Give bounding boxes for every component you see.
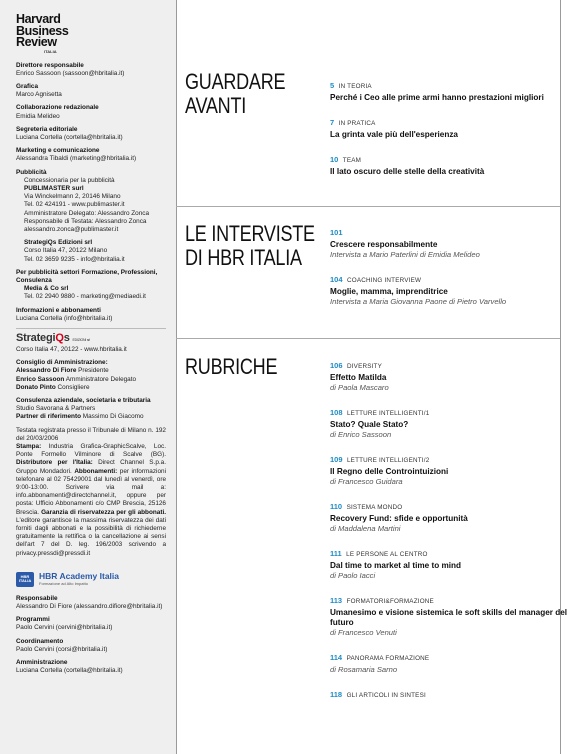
article-title: Recovery Fund: sfide e opportunità bbox=[330, 514, 468, 523]
garanzia-text: L'editore garantisce la massima riservatezza dei dati forniti dagli abbonati e la possibilità di richiederne gratuitamente la rettifica o la cancellazione ai sensi dell'art 7 del D. leg. 196/2003 scrivendo a privacy.pressdi@pressdi.it bbox=[16, 516, 166, 557]
article-title: Dal time to market al time to mind bbox=[330, 561, 462, 570]
section-guardare-avanti bbox=[185, 70, 560, 190]
pubblicita-title: Pubblicità bbox=[16, 168, 47, 176]
article-author: di Francesco Guidara bbox=[330, 477, 403, 486]
section-title-line: GUARDARE bbox=[185, 69, 286, 94]
article-title: Crescere responsabilmente bbox=[330, 240, 438, 249]
abb-title: Abbonamenti: bbox=[74, 467, 118, 475]
divider bbox=[16, 328, 166, 329]
page-number: 108 bbox=[330, 408, 343, 417]
toc-entry[interactable] bbox=[330, 402, 570, 440]
hbr-logo bbox=[16, 14, 166, 49]
academy-subtitle: Formazione ad Alto Impatto bbox=[39, 581, 88, 587]
partner-title: Partner di riferimento bbox=[16, 413, 81, 421]
board-member bbox=[16, 367, 166, 375]
staff-line: Paolo Cervini (cervini@hbritalia.it) bbox=[16, 624, 113, 632]
board-member-name: Donato Pinto bbox=[16, 383, 56, 391]
distrib-text: Direct Channel S.p.a. Gruppo Mondadori. bbox=[16, 459, 166, 475]
staff-role: Collaborazione redazionale bbox=[16, 104, 99, 112]
logo-line: Review bbox=[16, 35, 57, 49]
abbonamenti-title: Informazioni e abbonamenti bbox=[16, 306, 101, 314]
staff-block bbox=[16, 638, 166, 654]
academy-badge-top: HBR bbox=[20, 574, 30, 580]
abbonamenti-lines bbox=[16, 315, 166, 323]
staff-line: Alessandra Tibaldi (marketing@hbritalia.it) bbox=[16, 155, 137, 163]
category-label: DIVERSITY bbox=[346, 363, 383, 370]
toc-entry[interactable] bbox=[330, 355, 570, 393]
toc-entry-head bbox=[330, 590, 570, 608]
article-title: La grinta vale più dell'esperienza bbox=[330, 130, 458, 139]
staff-line: Alessandro Di Fiore (alessandro.difiore@hbritalia.it) bbox=[16, 603, 163, 611]
logo-line: Business bbox=[16, 23, 69, 38]
staff-line: Luciana Cortella (cortella@hbritalia.it) bbox=[16, 667, 123, 675]
text-line: PUBLIMASTER surl bbox=[24, 184, 84, 192]
article-title: Il lato oscuro delle stelle della creatività bbox=[330, 167, 485, 176]
stampa-title: Stampa: bbox=[16, 443, 42, 451]
staff-block bbox=[16, 616, 166, 632]
page-number: 10 bbox=[330, 155, 339, 164]
category-label: COACHING INTERVIEW bbox=[346, 277, 422, 284]
legal-block bbox=[16, 427, 166, 558]
page-number: 106 bbox=[330, 361, 343, 370]
partner-line bbox=[16, 413, 166, 421]
toc-entry-head bbox=[330, 149, 570, 167]
toc-entry-head bbox=[330, 75, 570, 93]
consiglio-lines bbox=[16, 367, 166, 392]
formazione-title: Per pubblicità settori Formazione, Professioni, Consulenza bbox=[16, 268, 158, 284]
text-line: Media & Co srl bbox=[24, 285, 69, 293]
staff-role: Marketing e comunicazione bbox=[16, 147, 100, 155]
toc-entry[interactable] bbox=[330, 112, 570, 140]
category-label: LETTURE INTELLIGENTI/1 bbox=[346, 410, 430, 417]
staff-block bbox=[16, 659, 166, 675]
column-divider bbox=[176, 0, 177, 754]
page-number: 101 bbox=[330, 228, 343, 237]
staff-blocks-top bbox=[16, 62, 166, 164]
hbr-academy-logo bbox=[16, 572, 166, 587]
toc-entry-head bbox=[330, 543, 570, 561]
board-member bbox=[16, 376, 166, 384]
academy-badge-icon bbox=[16, 572, 34, 587]
section-title-line: RUBRICHE bbox=[185, 354, 278, 379]
abbonamenti-block bbox=[16, 307, 166, 323]
text-line: alessandro.zonca@publimaster.it bbox=[24, 225, 119, 233]
board-member-name: Enrico Sassoon bbox=[16, 375, 65, 383]
toc-entry-head bbox=[330, 647, 570, 665]
page-number: 111 bbox=[330, 549, 342, 558]
staff-line: Marco Agnisetta bbox=[16, 91, 62, 99]
sq-logo-tiny: EDIZIONI srl bbox=[72, 337, 90, 342]
sq-logo-text: Strategi bbox=[16, 331, 56, 344]
consiglio-block bbox=[16, 359, 166, 392]
pubblicita-lines bbox=[16, 177, 166, 234]
strategiqs-logo bbox=[16, 332, 166, 346]
pubblicita-block bbox=[16, 169, 166, 235]
category-label: GLI ARTICOLI IN SINTESI bbox=[346, 692, 426, 699]
staff-role: Programmi bbox=[16, 616, 50, 624]
toc-entry[interactable] bbox=[330, 684, 570, 702]
board-member-name: Alessandro Di Fiore bbox=[16, 367, 77, 375]
article-title: Stato? Quale Stato? bbox=[330, 420, 409, 429]
staff-line: Enrico Sassoon (sassoon@hbritalia.it) bbox=[16, 69, 125, 77]
section-title bbox=[185, 222, 315, 270]
staff-role: Direttore responsabile bbox=[16, 61, 84, 69]
toc-entry[interactable] bbox=[330, 449, 570, 487]
text-line: Luciana Cortella (info@hbritalia.it) bbox=[16, 314, 113, 322]
article-author: di Francesco Venuti bbox=[330, 628, 397, 637]
staff-block bbox=[16, 104, 166, 120]
section-title-line: LE INTERVISTE bbox=[185, 221, 315, 246]
category-label: PANORAMA FORMAZIONE bbox=[346, 655, 430, 662]
logo-line: Harvard bbox=[16, 12, 61, 26]
legal-text bbox=[16, 443, 166, 558]
page-number: 118 bbox=[330, 690, 343, 699]
text-line: Amministratore Delegato: Alessandro Zonca bbox=[24, 209, 150, 217]
toc-entries bbox=[330, 75, 570, 186]
article-title: Effetto Matilda bbox=[330, 373, 387, 382]
article-author: di Paolo Iacci bbox=[330, 571, 376, 580]
strategiqs-block bbox=[16, 239, 166, 264]
staff-block bbox=[16, 595, 166, 611]
category-label: SISTEMA MONDO bbox=[346, 504, 403, 511]
staff-role: Coordinamento bbox=[16, 637, 64, 645]
toc-entry[interactable] bbox=[330, 75, 570, 103]
toc-entries bbox=[330, 222, 570, 316]
toc-entry-head bbox=[330, 496, 570, 514]
toc-entry-head bbox=[330, 449, 570, 467]
academy-text bbox=[39, 572, 119, 586]
formazione-lines bbox=[16, 285, 166, 301]
article-author: di Maddalena Martini bbox=[330, 524, 401, 533]
page-number: 110 bbox=[330, 502, 343, 511]
text-line: Responsabile di Testata: Alessandro Zonca bbox=[24, 217, 147, 225]
page-number: 109 bbox=[330, 455, 343, 464]
sq-logo-accent: Q bbox=[55, 331, 64, 344]
section-title-line: AVANTI bbox=[185, 93, 247, 118]
partner-name: Massimo Di Giacomo bbox=[81, 413, 144, 421]
staff-block bbox=[16, 147, 166, 163]
text-line: Corso Italia 47, 20122 Milano bbox=[24, 247, 108, 255]
toc-entries bbox=[330, 355, 570, 711]
category-label: FORMATORI&FORMAZIONE bbox=[346, 598, 434, 605]
board-member bbox=[16, 384, 166, 392]
text-line: Tel. 02 424191 - www.publimaster.it bbox=[24, 201, 125, 209]
article-title: Perché i Ceo alle prime armi hanno prestazioni migliori bbox=[330, 93, 544, 102]
text-line: Tel. 02 3659 9235 - info@hbritalia.it bbox=[24, 255, 125, 263]
text-line: Concessionaria per la pubblicità bbox=[24, 176, 115, 184]
toc-entry[interactable] bbox=[330, 543, 570, 581]
toc-entry[interactable] bbox=[330, 496, 570, 534]
page-number: 114 bbox=[330, 653, 343, 662]
toc-entry-head bbox=[330, 355, 570, 373]
staff-line: Luciana Cortella (cortella@hbritalia.it) bbox=[16, 133, 123, 141]
consulenza-line: Studio Savorana & Partners bbox=[16, 405, 96, 413]
category-label: LETTURE INTELLIGENTI/2 bbox=[346, 457, 430, 464]
board-member-role: Presidente bbox=[76, 367, 109, 375]
category-label: LE PERSONE AL CENTRO bbox=[346, 551, 428, 558]
section-title bbox=[185, 355, 277, 379]
category-label: TEAM bbox=[342, 157, 362, 164]
toc-entry[interactable] bbox=[330, 269, 570, 307]
article-title: Il Regno delle Controintuizioni bbox=[330, 467, 449, 476]
logo-subtitle: ITALIA bbox=[44, 48, 57, 54]
toc-entry-head bbox=[330, 684, 570, 702]
section-title-line: DI HBR ITALIA bbox=[185, 245, 302, 270]
board-member-role: Amministratore Delegato bbox=[64, 375, 137, 383]
text-line: StrategiQs Edizioni srl bbox=[24, 239, 93, 247]
toc-entry-head bbox=[330, 402, 570, 420]
section-interviste bbox=[185, 222, 560, 332]
page-number: 7 bbox=[330, 118, 335, 127]
section-divider bbox=[176, 338, 560, 339]
toc-entry[interactable] bbox=[330, 590, 570, 638]
article-title: Moglie, mamma, imprenditrice bbox=[330, 287, 448, 296]
article-title: Umanesimo e visione sistemica le soft skills del manager del futuro bbox=[330, 608, 568, 627]
toc-entry-head bbox=[330, 222, 570, 240]
legal-registration: Testata registrata presso il Tribunale di Milano n. 192 del 20/03/2006 bbox=[16, 426, 166, 442]
page-number: 113 bbox=[330, 596, 343, 605]
staff-blocks-bottom bbox=[16, 595, 166, 676]
staff-role: Segreteria editoriale bbox=[16, 125, 78, 133]
section-rubriche bbox=[185, 354, 568, 699]
staff-block bbox=[16, 126, 166, 142]
article-author: Intervista a Mario Paterlini di Emidia Melideo bbox=[330, 250, 480, 259]
distrib-title: Distributore per l'Italia: bbox=[16, 459, 93, 467]
article-author: di Paola Mascaro bbox=[330, 383, 389, 392]
consulenza-title: Consulenza aziendale, societaria e tributaria bbox=[16, 397, 151, 404]
toc-entry[interactable] bbox=[330, 222, 570, 260]
page-number: 5 bbox=[330, 81, 335, 90]
text-line: Via Winckelmann 2, 20146 Milano bbox=[24, 193, 121, 201]
staff-line: Emidia Melideo bbox=[16, 112, 60, 120]
staff-block bbox=[16, 62, 166, 78]
staff-role: Responsabile bbox=[16, 594, 58, 602]
masthead-column bbox=[0, 0, 176, 754]
abb-text: per informazioni telefonare al 02 75429001 dal lunedì al venerdì, ore 9:00-13:00. Scrivere via mail a: info.abbonamenti@directchannel.it, oppure per posta: Ufficio Abbonamenti c/o CMP Brescia, 25126 Brescia. bbox=[16, 467, 166, 516]
sq-address: Corso Italia 47, 20122 - www.hbritalia.it bbox=[16, 345, 127, 353]
staff-block bbox=[16, 83, 166, 99]
staff-role: Grafica bbox=[16, 82, 39, 90]
consulenza-block bbox=[16, 397, 166, 422]
sq-logo-text-end: s bbox=[63, 331, 70, 344]
text-line: Tel. 02 2940 9880 - marketing@mediaedi.it bbox=[24, 293, 146, 301]
consiglio-title: Consiglio di Amministrazione: bbox=[16, 359, 108, 367]
toc-entry[interactable] bbox=[330, 647, 570, 675]
section-title bbox=[185, 70, 285, 118]
toc-entry-head bbox=[330, 112, 570, 130]
staff-line: Paolo Cervini (corsi@hbritalia.it) bbox=[16, 645, 108, 653]
toc-entry-head bbox=[330, 269, 570, 287]
academy-badge-bottom: ITALIA bbox=[18, 578, 32, 584]
staff-role: Amministrazione bbox=[16, 659, 68, 667]
category-label: IN TEORIA bbox=[338, 83, 372, 90]
academy-title: HBR Academy Italia bbox=[39, 571, 119, 582]
toc-entry[interactable] bbox=[330, 149, 570, 177]
article-author: Intervista a Maria Giovanna Paone di Pietro Varvello bbox=[330, 297, 507, 306]
category-label: IN PRATICA bbox=[338, 120, 376, 127]
board-member-role: Consigliere bbox=[55, 383, 90, 391]
stampa-text: Industria Grafica-GraphicScalve, Loc. Ponte Formello Vilminore di Scalve (BG). bbox=[16, 443, 166, 459]
page-number: 104 bbox=[330, 275, 343, 284]
garanzia-title: Garanzia di riservatezza per gli abbonati. bbox=[41, 508, 167, 516]
formazione-block bbox=[16, 269, 166, 302]
article-author: di Enrico Sassoon bbox=[330, 430, 392, 439]
article-author: di Rosamaria Sarno bbox=[330, 665, 398, 674]
section-divider bbox=[176, 206, 560, 207]
